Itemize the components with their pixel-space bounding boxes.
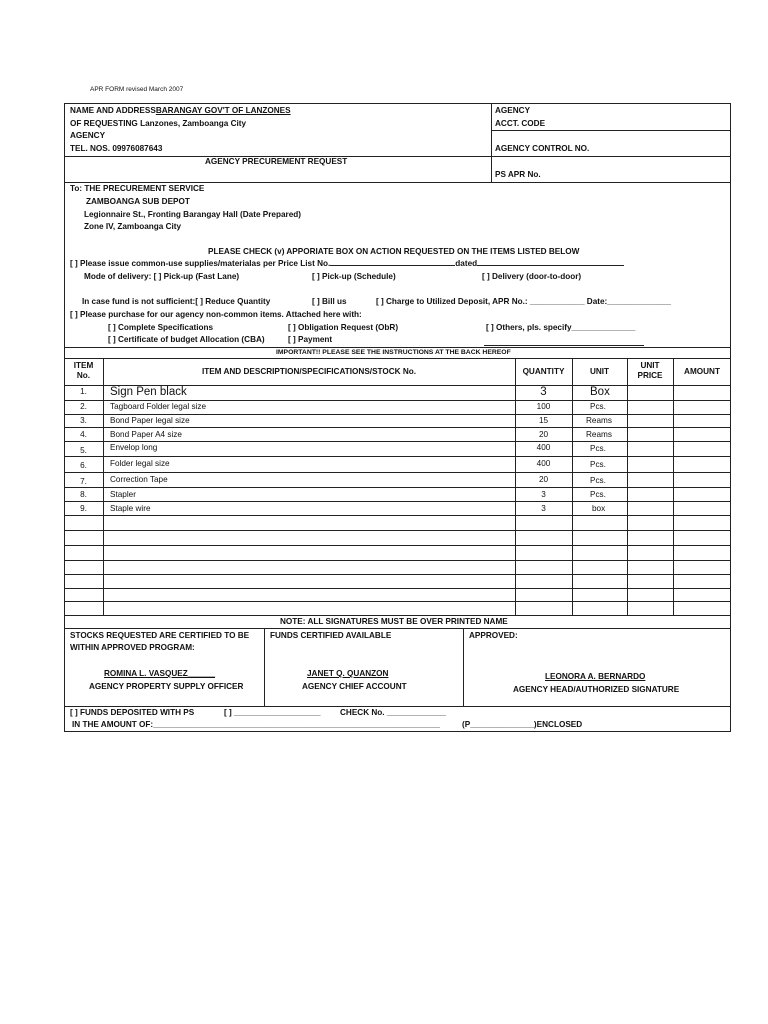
- divider: [64, 182, 731, 183]
- cba: [ ] Certificate of budget Allocation (CBA): [108, 335, 265, 344]
- row-9-desc: Staple wire: [110, 504, 151, 513]
- row-5-desc: Envelop long: [110, 443, 158, 452]
- row-5-unit: Pcs.: [590, 444, 606, 453]
- pickup-schedule: [ ] Pick-up (Schedule): [312, 272, 396, 281]
- row-6-desc: Folder legal size: [110, 459, 170, 468]
- to-line-1: To: THE PRECUREMENT SERVICE: [70, 184, 205, 193]
- important-note: IMPORTANT!! PLEASE SEE THE INSTRUCTIONS AT THE BACK HEREOF: [276, 349, 511, 356]
- signatory-title-1: AGENCY PROPERTY SUPPLY OFFICER: [89, 682, 244, 691]
- to-line-4: Zone IV, Zamboanga City: [84, 222, 182, 231]
- signatory-title-2: AGENCY CHIEF ACCOUNT: [302, 682, 407, 691]
- ps-apr-label: PS APR No.: [495, 170, 541, 179]
- address-line: OF REQUESTING Lanzones, Zamboanga City: [70, 119, 247, 128]
- check-title: PLEASE CHECK (v) APPORIATE BOX ON ACTION REQUESTED ON THE ITEMS LISTED BELOW: [208, 247, 580, 256]
- agency-label: AGENCY: [70, 131, 106, 140]
- funds-certified: FUNDS CERTIFIED AVAILABLE: [270, 631, 392, 640]
- signature-note: NOTE: ALL SIGNATURES MUST BE OVER PRINTED NAME: [280, 617, 508, 626]
- row-6-qty: 400: [536, 459, 551, 468]
- row-3-qty: 15: [538, 416, 549, 425]
- delivery-door: [ ] Delivery (door-to-door): [482, 272, 582, 281]
- row-9-qty: 3: [541, 504, 546, 513]
- signatory-name-3: LEONORA A. BERNARDO: [545, 672, 646, 681]
- col-header-unit: UNIT: [589, 367, 610, 376]
- col-header-quantity: QUANTITY: [522, 367, 565, 376]
- tel-value: 09976087643: [112, 144, 163, 153]
- complete-specs: [ ] Complete Specifications: [108, 323, 214, 332]
- row-9-unit: box: [592, 504, 606, 513]
- divider: [64, 156, 731, 157]
- row-1-desc: Sign Pen black: [110, 386, 187, 398]
- to-line-2: ZAMBOANGA SUB DEPOT: [86, 197, 190, 206]
- row-6-no: 6.: [80, 461, 87, 470]
- row-2-desc: Tagboard Folder legal size: [110, 402, 207, 411]
- row-1-no: 1.: [80, 387, 87, 396]
- issue-line: [ ] Please issue common-use supplies/materialas per Price List No. dated: [70, 259, 624, 269]
- row-8-desc: Stapler: [110, 490, 136, 499]
- signatory-title-3: AGENCY HEAD/AUTHORIZED SIGNATURE: [513, 685, 680, 694]
- signatory-name-1: ROMINA L. VASQUEZ______: [104, 669, 216, 678]
- amount-of: IN THE AMOUNT OF:_______________________________________________________________: [72, 720, 440, 729]
- col-header-unit-price: UNIT PRICE: [637, 361, 663, 380]
- payment: [ ] Payment: [288, 335, 333, 344]
- row-4-qty: 20: [538, 430, 549, 439]
- row-1-qty: 3: [540, 386, 547, 398]
- col-header-item-no: ITEM No.: [73, 361, 94, 380]
- divider: [64, 706, 731, 707]
- row-2-unit: Pcs.: [590, 402, 606, 411]
- bill-us: [ ] Bill us: [312, 297, 347, 306]
- fund-insufficient: In case fund is not sufficient:[ ] Reduce Quantity: [82, 297, 271, 306]
- delivery-mode: Mode of delivery: [ ] Pick-up (Fast Lane): [84, 272, 240, 281]
- signatory-name-2: JANET Q. QUANZON: [307, 669, 389, 678]
- approved-label: APPROVED:: [469, 631, 518, 640]
- divider: [64, 358, 731, 359]
- to-line-3: Legionnaire St., Fronting Barangay Hall (Date Prepared): [84, 210, 302, 219]
- row-3-unit: Reams: [586, 416, 612, 425]
- row-7-desc: Correction Tape: [110, 475, 168, 484]
- tel-line: TEL. NOS. 09976087643: [70, 144, 163, 153]
- row-7-unit: Pcs.: [590, 476, 606, 485]
- check-no: CHECK No. _____________: [340, 708, 447, 717]
- row-4-unit: Reams: [586, 430, 612, 439]
- row-1-unit: Box: [590, 386, 610, 398]
- stocks-certified-2: WITHIN APPROVED PROGRAM:: [70, 643, 195, 652]
- name-address-line: NAME AND ADDRESSBARANGAY GOV'T OF LANZONES: [70, 106, 291, 115]
- row-3-desc: Bond Paper legal size: [110, 416, 190, 425]
- stocks-certified-1: STOCKS REQUESTED ARE CERTIFIED TO BE: [70, 631, 250, 640]
- others-specify: [ ] Others, pls. specify______________: [486, 323, 636, 332]
- charge-deposit: [ ] Charge to Utilized Deposit, APR No.: ____________ Date:______________: [376, 297, 672, 306]
- form-title: AGENCY PRECUREMENT REQUEST: [205, 157, 348, 166]
- row-8-no: 8.: [80, 490, 87, 499]
- row-4-no: 4.: [80, 430, 87, 439]
- row-7-qty: 20: [538, 475, 549, 484]
- col-header-amount: AMOUNT: [684, 367, 720, 376]
- row-7-no: 7.: [80, 477, 87, 486]
- divider: [64, 628, 731, 629]
- funds-deposited: [ ] FUNDS DEPOSITED WITH PS: [70, 708, 195, 717]
- divider: [64, 615, 731, 616]
- row-6-unit: Pcs.: [590, 460, 606, 469]
- enclosed: (P______________)ENCLOSED: [462, 720, 583, 729]
- row-5-no: 5.: [80, 446, 87, 455]
- agency-address: Lanzones, Zamboanga City: [140, 119, 247, 128]
- row-8-unit: Pcs.: [590, 490, 606, 499]
- agency-name: BARANGAY GOV'T OF LANZONES: [155, 106, 291, 115]
- funds-blank: [ ] ___________________: [224, 708, 321, 717]
- right-agency-label: AGENCY: [495, 106, 531, 115]
- obligation-request: [ ] Obligation Request (ObR): [288, 323, 399, 332]
- purchase-line: [ ] Please purchase for our agency non-common items. Attached here with:: [70, 310, 362, 319]
- agency-control-label: AGENCY CONTROL NO.: [495, 144, 590, 153]
- form-revision: APR FORM revised March 2007: [90, 86, 184, 93]
- acct-code-label: ACCT. CODE: [495, 119, 546, 128]
- row-9-no: 9.: [80, 504, 87, 513]
- row-5-qty: 400: [536, 443, 551, 452]
- row-3-no: 3.: [80, 416, 87, 425]
- divider: [491, 130, 731, 131]
- col-header-description: ITEM AND DESCRIPTION/SPECIFICATIONS/STOCK No.: [201, 367, 417, 376]
- row-2-qty: 100: [536, 402, 551, 411]
- row-2-no: 2.: [80, 402, 87, 411]
- row-8-qty: 3: [541, 490, 546, 499]
- row-4-desc: Bond Paper A4 size: [110, 430, 182, 439]
